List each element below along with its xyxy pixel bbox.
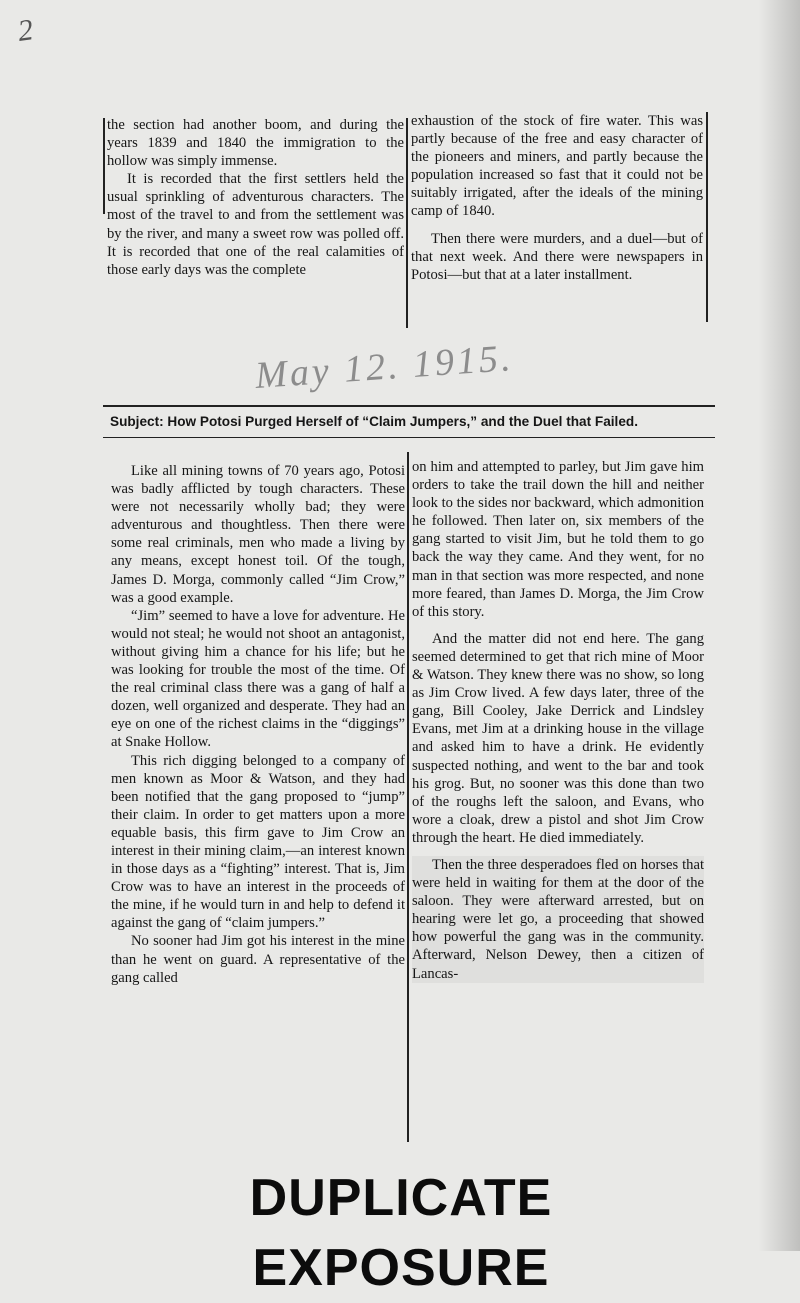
article-left-column (111, 462, 405, 987)
paragraph: And the matter did not end here. The gang seemed determined to get that rich mine of Moor & Watson. They knew there was no show, so long as Jim Crow lived. A few days later, three of the gang, Bill Cooley, Jake Derrick and Lindsley Evans, met Jim at a drinking house in the village and asked him to have a drink. He evidently suspected nothing, and went to the bar and took his grog. But, no sooner was this done than two of the roughs left the saloon, and Evans, who wore a cloak, drew a pistol and shot Jim Crow through the heart. He died immediately. (412, 630, 704, 846)
paragraph: No sooner had Jim got his interest in the mine than he went on guard. A representative of the gang called (111, 933, 405, 986)
column-rule (706, 112, 708, 322)
paragraph: This rich digging belonged to a company of men known as Moor & Watson, and they had been notified that the gang proposed to “jump” their claim. In order to get matters upon a more equable basis, this firm gave to Jim Crow an interest in their mining claim,—an interest known in those days as a “fighting” interest. That is, Jim Crow was to have an interest in the proceeds of the mine, if he would turn in and help to defend it against the gang of “claim jumpers.” (111, 752, 405, 932)
page-number-marker: 2 (15, 13, 36, 48)
column-rule (103, 118, 105, 214)
top-clipping-right-column (411, 112, 703, 284)
top-clipping-left-column (107, 116, 404, 279)
scan-edge-shadow (758, 0, 800, 1251)
paragraph: It is recorded that the first settlers held the usual sprinkling of adventurous characters. The most of the travel to and from the settlement was by the river, and many a sweet row was polled off. It is recorded that one of the real calamities of those early days was the complete (107, 171, 404, 278)
paragraph: Then the three desperadoes fled on horses that were held in waiting for them at the door of the saloon. They were afterward arrested, but on hearing were let go, a proceeding that showed how powerful the gang was in the community. Afterward, Nelson Dewey, then a citizen of Lancas- (412, 856, 704, 982)
paragraph: on him and attempted to parley, but Jim gave him orders to take the trail down the hill and neither look to the sides nor backward, which admonition he followed. Then later on, six members of the gang started to visit Jim, but he told them to go back the way they came. And they went, for no man in that section was more respected, and none more feared, than James D. Morga, the Jim Crow of this story. (412, 459, 704, 620)
subject-rule-top (103, 405, 715, 407)
paragraph: exhaustion of the stock of fire water. This was partly because of the free and easy character of the pioneers and miners, and partly because the population increased so fast that it could not be suitably irrigated, after the ideals of the mining camp of 1840. (411, 113, 703, 220)
paragraph: Then there were murders, and a duel—but of that next week. And there were newspapers in Potosi—but that at a later installment. (411, 230, 703, 283)
article-right-column (412, 458, 704, 983)
column-rule (406, 118, 408, 328)
article-subject-heading: Subject: How Potosi Purged Herself of “Claim Jumpers,” and the Duel that Failed. (110, 414, 638, 429)
paragraph: “Jim” seemed to have a love for adventure. He would not steal; he would not shoot an antagonist, without giving him a chance for his life; but he was looking for trouble the most of the time. Of the real criminal class there was a gang of half a dozen, well organized and desperate. They had an eye on one of the richest claims in the “diggings” at Snake Hollow. (111, 607, 405, 751)
column-rule (407, 452, 409, 1142)
handwritten-date: May 12. 1915. (253, 337, 515, 397)
paragraph: Like all mining towns of 70 years ago, Potosi was badly afflicted by tough characters. These were not necessarily wholly bad; they were adventurous and thoughtless. Then there were some real criminals, men who made a living by any means, except honest toil. Of the tough, James D. Morga, commonly called “Jim Crow,” was a good example. (111, 463, 405, 606)
paragraph: the section had another boom, and during the years 1839 and 1840 the immigration to the hollow was simply immense. (107, 117, 404, 170)
duplicate-exposure-banner: DUPLICATE EXPOSURE (249, 1169, 553, 1297)
subject-rule-bottom (103, 437, 715, 438)
